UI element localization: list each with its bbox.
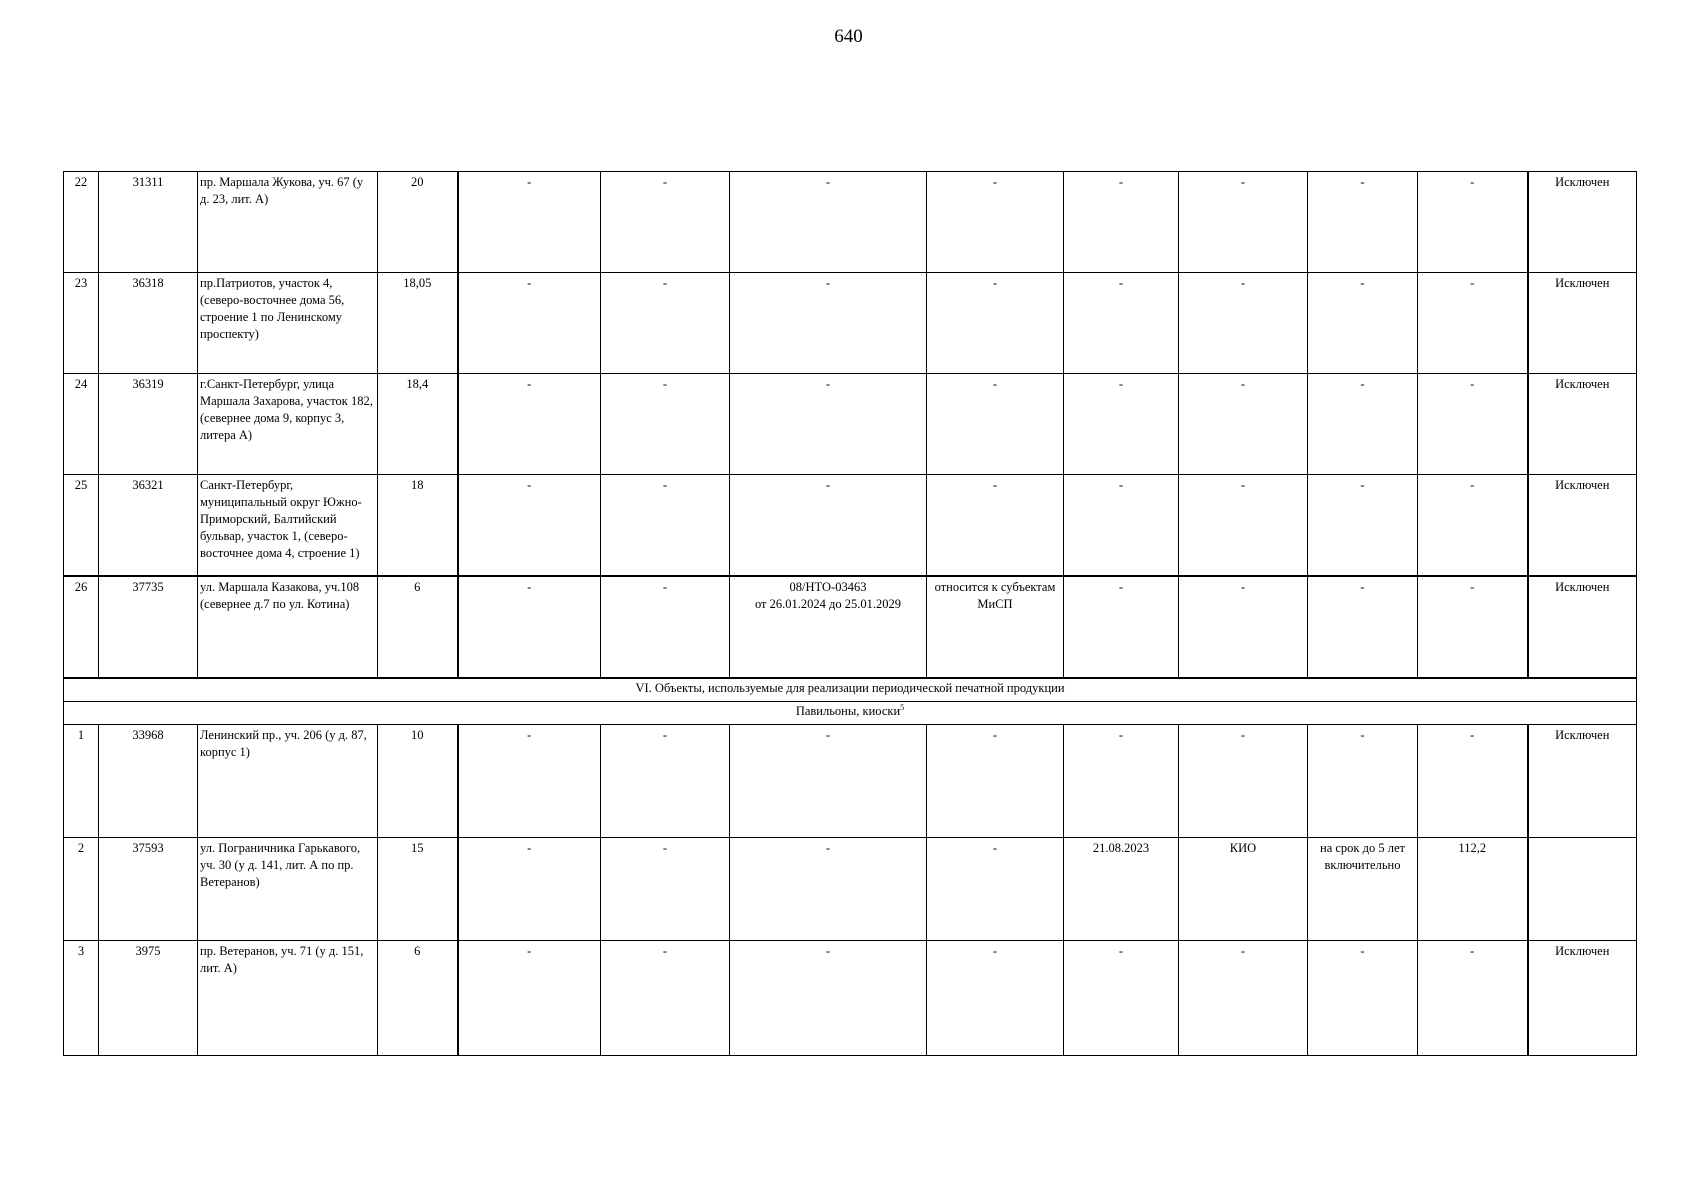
col-7-cell: -: [730, 172, 927, 273]
table-row: [64, 576, 1637, 678]
col-12-cell: -: [1418, 576, 1528, 678]
col-12-cell: -: [1418, 725, 1528, 838]
col-7-cell: -: [730, 725, 927, 838]
col-5-cell: -: [458, 374, 601, 475]
col-11-cell: на срок до 5 лет включительно: [1308, 838, 1418, 941]
col-7-cell: -: [730, 838, 927, 941]
col-5-cell: -: [458, 838, 601, 941]
object-id-cell: 31311: [99, 172, 198, 273]
table-row: [64, 374, 1637, 475]
section-subtitle: Павильоны, киоски: [795, 704, 901, 718]
col-6-cell: -: [601, 576, 730, 678]
col-11-cell: -: [1308, 475, 1418, 577]
status-note-cell: Исключен: [1528, 725, 1637, 838]
col-6-cell: -: [601, 475, 730, 577]
table-row: [64, 941, 1637, 1056]
col-11-cell: -: [1308, 725, 1418, 838]
status-note-cell: Исключен: [1528, 172, 1637, 273]
object-id-cell: 33968: [99, 725, 198, 838]
row-number-cell: 23: [64, 273, 99, 374]
col-11-cell: -: [1308, 374, 1418, 475]
area-cell: 10: [378, 725, 458, 838]
col-7-cell: -: [730, 273, 927, 374]
register-table: [63, 171, 1637, 1056]
address-cell: ул. Пограничника Гарькавого, уч. 30 (у д. 141, лит. А по пр. Ветеранов): [198, 838, 378, 941]
col-12-cell: -: [1418, 273, 1528, 374]
col-9-cell: -: [1064, 273, 1179, 374]
status-note-cell: Исключен: [1528, 941, 1637, 1056]
col-5-cell: -: [458, 941, 601, 1056]
col-10-cell: -: [1179, 475, 1308, 577]
section-header-group: [64, 678, 1637, 725]
status-note-cell: [1528, 838, 1637, 941]
address-cell: пр.Патриотов, участок 4, (северо-восточнее дома 56, строение 1 по Ленинскому проспекту): [198, 273, 378, 374]
col-8-cell: -: [927, 172, 1064, 273]
rows-group-before: [64, 172, 1637, 679]
area-cell: 18,4: [378, 374, 458, 475]
table-row: [64, 172, 1637, 273]
col-10-cell: -: [1179, 374, 1308, 475]
area-cell: 18,05: [378, 273, 458, 374]
col-8-cell: -: [927, 273, 1064, 374]
table-row: [64, 475, 1637, 577]
col-6-cell: -: [601, 172, 730, 273]
row-number-cell: 26: [64, 576, 99, 678]
row-number-cell: 22: [64, 172, 99, 273]
table-row: [64, 273, 1637, 374]
row-number-cell: 2: [64, 838, 99, 941]
col-12-cell: 112,2: [1418, 838, 1528, 941]
status-note-cell: Исключен: [1528, 576, 1637, 678]
object-id-cell: 36318: [99, 273, 198, 374]
col-10-cell: -: [1179, 725, 1308, 838]
status-note-cell: Исключен: [1528, 273, 1637, 374]
col-6-cell: -: [601, 374, 730, 475]
table-row: [64, 725, 1637, 838]
address-cell: г.Санкт-Петербург, улица Маршала Захарова, участок 182, (севернее дома 9, корпус 3, литера А): [198, 374, 378, 475]
area-cell: 18: [378, 475, 458, 577]
col-8-cell: -: [927, 838, 1064, 941]
row-number-cell: 1: [64, 725, 99, 838]
col-8-cell: -: [927, 941, 1064, 1056]
rows-group-after: [64, 725, 1637, 1056]
status-note-cell: Исключен: [1528, 374, 1637, 475]
col-9-cell: -: [1064, 475, 1179, 577]
contract-number: 08/НТО-03463: [789, 580, 867, 594]
section-subtitle-row: [64, 702, 1637, 725]
col-10-cell: -: [1179, 941, 1308, 1056]
area-cell: 20: [378, 172, 458, 273]
object-id-cell: 36319: [99, 374, 198, 475]
col-11-cell: -: [1308, 172, 1418, 273]
col-8-cell: -: [927, 725, 1064, 838]
address-cell: Ленинский пр., уч. 206 (у д. 87, корпус 1): [198, 725, 378, 838]
col-12-cell: -: [1418, 172, 1528, 273]
footnote-mark: 5: [900, 702, 905, 712]
col-6-cell: -: [601, 941, 730, 1056]
col-5-cell: -: [458, 172, 601, 273]
col-11-cell: -: [1308, 273, 1418, 374]
row-number-cell: 25: [64, 475, 99, 577]
col-7-cell: -: [730, 941, 927, 1056]
section-subtitle-cell: [64, 702, 1637, 725]
col-10-cell: -: [1179, 576, 1308, 678]
col-7-cell: -: [730, 374, 927, 475]
col-11-cell: -: [1308, 576, 1418, 678]
area-cell: 6: [378, 941, 458, 1056]
address-cell: ул. Маршала Казакова, уч.108 (севернее д.7 по ул. Котина): [198, 576, 378, 678]
table-row: [64, 838, 1637, 941]
col-8-cell: -: [927, 475, 1064, 577]
object-id-cell: 37593: [99, 838, 198, 941]
section-title-row: [64, 678, 1637, 702]
col-7-cell: [730, 576, 927, 678]
col-11-cell: -: [1308, 941, 1418, 1056]
address-cell: пр. Маршала Жукова, уч. 67 (у д. 23, лит. А): [198, 172, 378, 273]
col-5-cell: -: [458, 576, 601, 678]
row-number-cell: 24: [64, 374, 99, 475]
area-cell: 6: [378, 576, 458, 678]
col-8-cell: -: [927, 374, 1064, 475]
col-9-cell: -: [1064, 941, 1179, 1056]
object-id-cell: 3975: [99, 941, 198, 1056]
col-5-cell: -: [458, 475, 601, 577]
address-cell: Санкт-Петербург, муниципальный округ Южно-Приморский, Балтийский бульвар, участок 1, (северо-восточнее дома 4, строение 1): [198, 475, 378, 577]
page-number: 640: [834, 26, 863, 47]
col-5-cell: -: [458, 725, 601, 838]
col-9-cell: -: [1064, 576, 1179, 678]
col-5-cell: -: [458, 273, 601, 374]
contract-period: от 26.01.2024 до 25.01.2029: [754, 597, 902, 611]
object-id-cell: 37735: [99, 576, 198, 678]
row-number-cell: 3: [64, 941, 99, 1056]
col-9-cell: -: [1064, 374, 1179, 475]
area-cell: 15: [378, 838, 458, 941]
section-title: VI. Объекты, используемые для реализации периодической печатной продукции: [64, 678, 1637, 702]
col-10-cell: -: [1179, 273, 1308, 374]
col-7-cell: -: [730, 475, 927, 577]
col-8-cell: относится к субъектам МиСП: [927, 576, 1064, 678]
col-10-cell: КИО: [1179, 838, 1308, 941]
col-6-cell: -: [601, 725, 730, 838]
address-cell: пр. Ветеранов, уч. 71 (у д. 151, лит. А): [198, 941, 378, 1056]
col-12-cell: -: [1418, 941, 1528, 1056]
status-note-cell: Исключен: [1528, 475, 1637, 577]
col-6-cell: -: [601, 838, 730, 941]
object-id-cell: 36321: [99, 475, 198, 577]
col-12-cell: -: [1418, 374, 1528, 475]
col-10-cell: -: [1179, 172, 1308, 273]
col-9-cell: 21.08.2023: [1064, 838, 1179, 941]
col-6-cell: -: [601, 273, 730, 374]
col-12-cell: -: [1418, 475, 1528, 577]
col-9-cell: -: [1064, 172, 1179, 273]
col-9-cell: -: [1064, 725, 1179, 838]
